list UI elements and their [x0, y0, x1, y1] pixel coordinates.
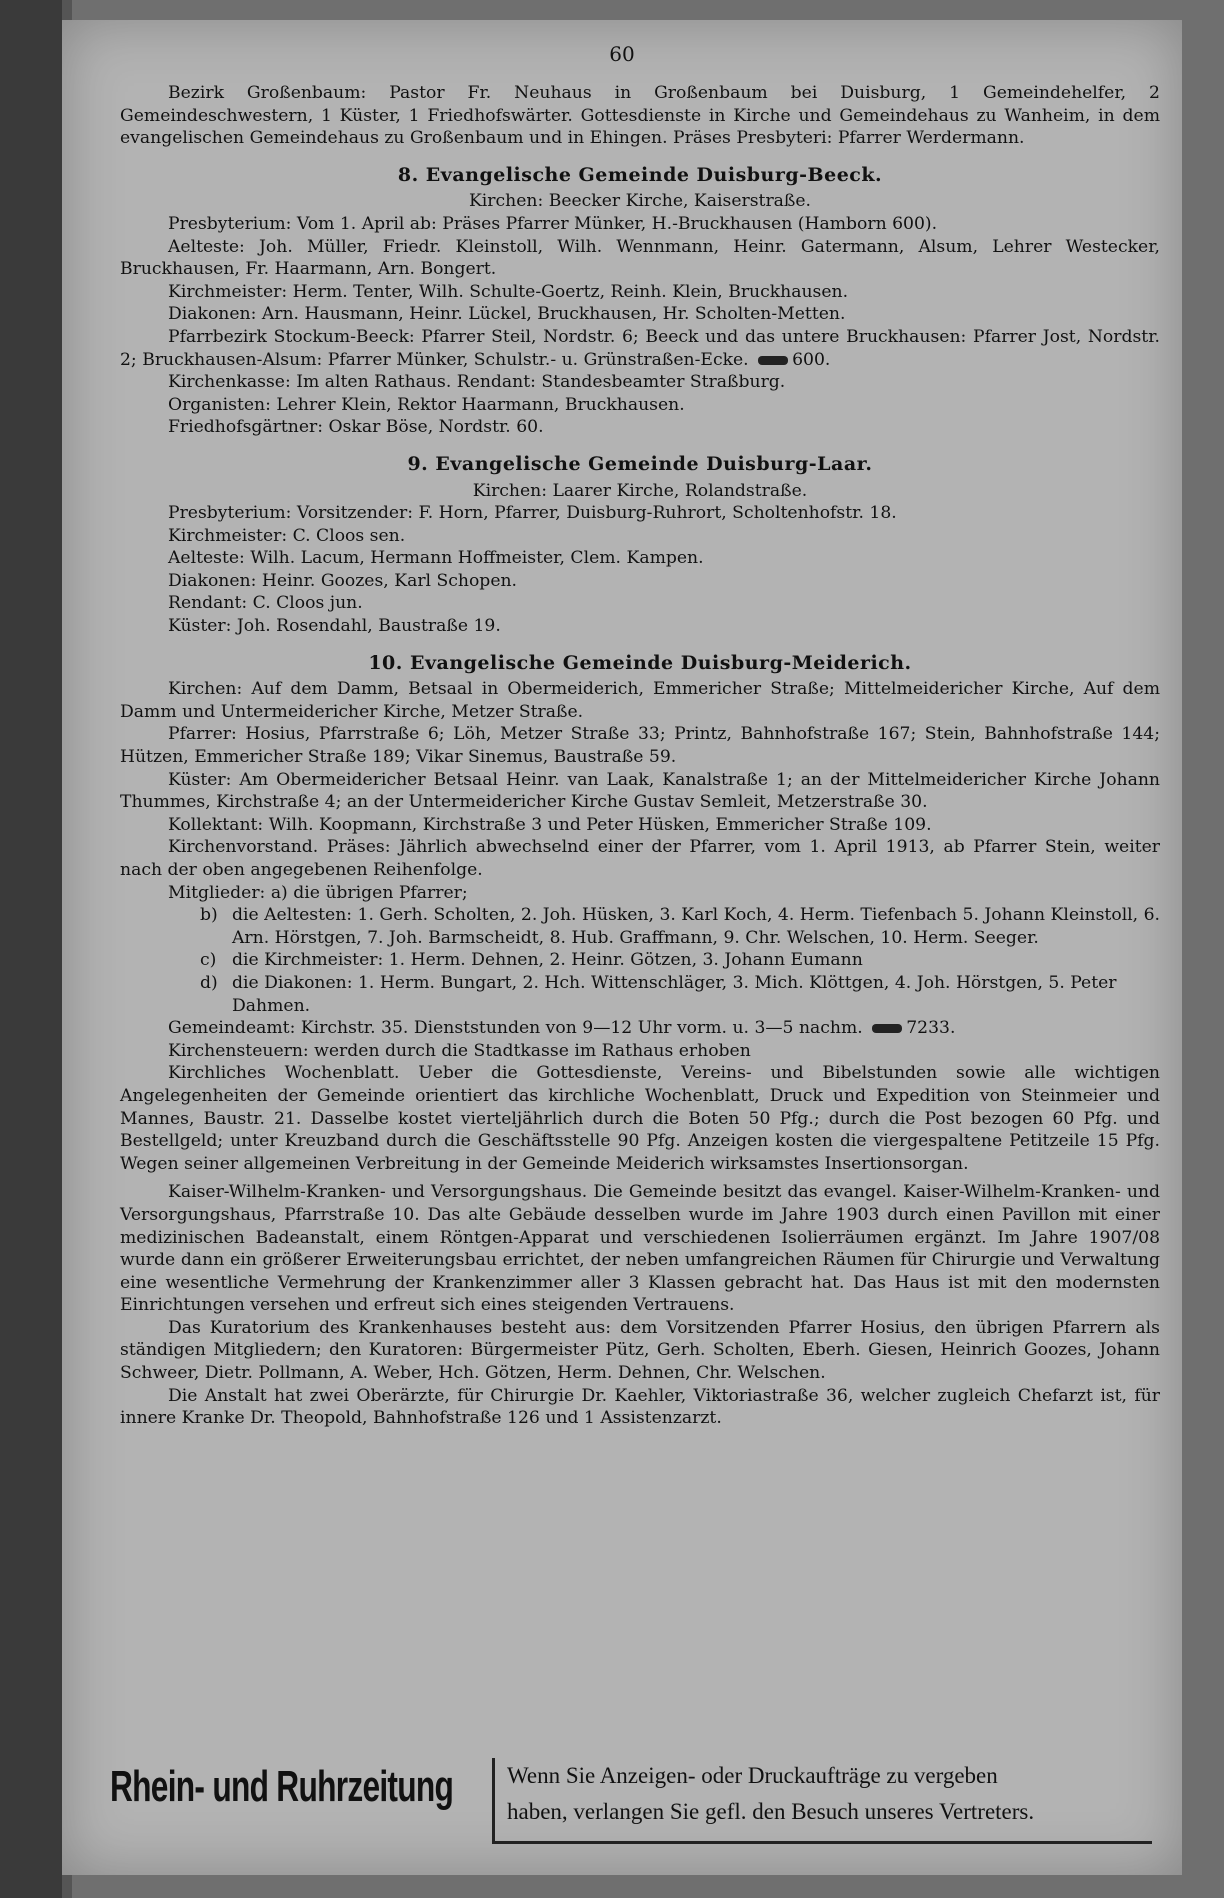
s10-anstalt: Die Anstalt hat zwei Oberärzte, für Chirurgie Dr. Kaehler, Viktoriastraße 36, welcher zugleich Chefarzt ist, für innere Kranke Dr. Theopold, Bahnhofstraße 126 und 1 Assistenzarzt.	[120, 1385, 1160, 1429]
s10-kollektant: Kollektant: Wilh. Koopmann, Kirchstraße 3 und Peter Hüsken, Emmericher Straße 109.	[168, 814, 932, 835]
s8-pfarrbezirk-phone: 600.	[792, 349, 831, 370]
s10-kuratorium: Das Kuratorium des Krankenhauses besteht aus: dem Vorsitzenden Pfarrer Hosius, den übrigen Pfarrern als ständigen Mitgliedern; den Kuratoren: Bürgermeister Pütz, Gerh. Scholten, Eberh. Giesen, Heinrich Goozes, Johann Schweer, Dietr. Pollmann, A. Weber, Hch. Götzen, Herm. Dehnen, Chr. Welschen.	[120, 1317, 1160, 1384]
list-c-label: c)	[200, 950, 217, 971]
s9-kirchen: Kirchen: Laarer Kirche, Rolandstraße.	[472, 480, 808, 501]
s10-pfarrer: Pfarrer: Hosius, Pfarrstraße 6; Löh, Metzer Straße 33; Printz, Bahnhofstraße 167; Stein, Bahnhofstraße 144; Hützen, Emmericher Straße 189; Vikar Sinemus, Baustraße 59.	[120, 724, 1160, 768]
section-8-heading: 8. Evangelische Gemeinde Duisburg-Beeck.	[397, 163, 883, 186]
s8-organisten: Organisten: Lehrer Klein, Rektor Haarmann, Bruckhausen.	[168, 394, 685, 415]
telephone-icon	[872, 1024, 902, 1033]
page-number: 60	[609, 42, 635, 66]
s8-pfarrbezirk	[120, 326, 1160, 371]
scan-edge-left	[0, 0, 62, 1898]
s10-kirchen: Kirchen: Auf dem Damm, Betsaal in Obermeiderich, Emmericher Straße; Mittelmeidericher Kirche, Auf dem Damm und Untermeidericher Kirche, Metzer Straße.	[120, 679, 1160, 722]
s10-steuern: Kirchensteuern: werden durch die Stadtkasse im Rathaus erhoben	[168, 1040, 751, 1061]
s8-pfarrbezirk-text: Pfarrbezirk Stockum-Beeck: Pfarrer Steil, Nordstr. 6; Beeck und das untere Bruckhausen: Pfarrer Jost, Nordstr. 2; Bruckhausen-Alsum: Pfarrer Münker, Schulstr.- u. Grünstraßen-Ecke.	[120, 326, 1160, 370]
s10-vorstand: Kirchenvorstand. Präses: Jährlich abwechselnd einer der Pfarrer, vom 1. April 1913, ab Pfarrer Stein, weiter nach der oben angegebenen Reihenfolge.	[120, 837, 1160, 880]
s10-list-c	[120, 949, 1160, 972]
list-b-text: die Aeltesten: 1. Gerh. Scholten, 2. Joh. Hüsken, 3. Karl Koch, 4. Herm. Tiefenbach 5. Johann Kleinstoll, 6. Arn. Hörstgen, 7. Joh. Barmscheidt, 8. Hub. Graffmann, 9. Chr. Welschen, 10. Herm. Seeger.	[232, 905, 1161, 948]
s10-krankenhaus: Kaiser-Wilhelm-Kranken- und Versorgungshaus. Die Gemeinde besitzt das evangel. Kaiser-Wilhelm-Kranken- und Versorgungshaus, Pfarrstraße 10. Das alte Gebäude desselben wurde im Jahre 1903 durch einen Pavillon mit einer medizinischen Badeanstalt, einem Röntgen-Apparat und verschiedenen Isolierräumen ergänzt. Im Jahre 1907/08 wurde dann ein größerer Erweiterungsbau errichtet, der neben umfangreichen Räumen für Chirurgie und Verwaltung eine wesentliche Vermehrung der Krankenzimmer aller 3 Klassen gebracht hat. Das Haus ist mit den modernsten Einrichtungen versehen und erfreut sich eines steigenden Vertrauens.	[120, 1182, 1160, 1316]
list-b-label: b)	[200, 905, 218, 926]
s10-list-b	[120, 904, 1160, 949]
list-c-text: die Kirchmeister: 1. Herm. Dehnen, 2. Heinr. Götzen, 3. Johann Eumann	[232, 950, 863, 971]
section-10-heading: 10. Evangelische Gemeinde Duisburg-Meiderich.	[368, 651, 912, 674]
page-content	[120, 82, 1160, 1430]
list-d-text: die Diakonen: 1. Herm. Bungart, 2. Hch. Wittenschläger, 3. Mich. Klöttgen, 4. Joh. Hörstgen, 5. Peter Dahmen.	[232, 972, 1117, 1016]
s8-friedhof: Friedhofsgärtner: Oskar Böse, Nordstr. 60.	[168, 417, 544, 438]
advertisement-box	[492, 1758, 1152, 1844]
document-page	[62, 20, 1182, 1875]
ad-line-1: Wenn Sie Anzeigen- oder Druckaufträge zu vergeben	[507, 1763, 998, 1788]
s9-diakonen: Diakonen: Heinr. Goozes, Karl Schopen.	[168, 570, 518, 591]
intro-paragraph: Bezirk Großenbaum: Pastor Fr. Neuhaus in Großenbaum bei Duisburg, 1 Gemeindehelfer, 2 Gemeindeschwestern, 1 Küster, 1 Friedhofswärter. Gottesdienste in Kirche und Gemeindehaus zu Wanheim, in dem evangelischen Gemeindehaus zu Großenbaum und in Ehingen. Präses Presbyteri: Pfarrer Werdermann.	[120, 83, 1160, 149]
ad-line-2: haben, verlangen Sie gefl. den Besuch unseres Vertreters.	[507, 1799, 1035, 1824]
s8-kirchen: Kirchen: Beecker Kirche, Kaiserstraße.	[468, 191, 812, 212]
s9-kirchmeister: Kirchmeister: C. Cloos sen.	[168, 525, 406, 546]
s9-presbyterium: Presbyterium: Vorsitzender: F. Horn, Pfarrer, Duisburg-Ruhrort, Scholtenhofstr. 18.	[168, 503, 897, 524]
s8-kirchmeister: Kirchmeister: Herm. Tenter, Wilh. Schulte-Goertz, Reinh. Klein, Bruckhausen.	[168, 281, 849, 302]
s9-aelteste: Aelteste: Wilh. Lacum, Hermann Hoffmeister, Clem. Kampen.	[168, 548, 704, 569]
list-d-label: d)	[200, 972, 218, 993]
s9-kuester: Küster: Joh. Rosendahl, Baustraße 19.	[168, 616, 501, 637]
newspaper-brand: Rhein- und Ruhrzeitung	[110, 1762, 454, 1811]
s10-gemeindeamt-phone: 7233.	[906, 1018, 956, 1039]
s10-kuester: Küster: Am Obermeidericher Betsaal Heinr. van Laak, Kanalstraße 1; an der Mittelmeidericher Kirche Johann Thummes, Kirchstraße 4; an der Untermeidericher Kirche Gustav Semleit, Metzerstraße 30.	[120, 769, 1160, 813]
s8-kirchenkasse: Kirchenkasse: Im alten Rathaus. Rendant: Standesbeamter Straßburg.	[168, 372, 786, 393]
telephone-icon	[758, 356, 788, 365]
advertisement-footer	[110, 1758, 1150, 1858]
s10-gemeindeamt-text: Gemeindeamt: Kirchstr. 35. Dienststunden von 9—12 Uhr vorm. u. 3—5 nachm.	[168, 1018, 863, 1039]
section-9-heading: 9. Evangelische Gemeinde Duisburg-Laar.	[407, 452, 873, 475]
s8-aelteste: Aelteste: Joh. Müller, Friedr. Kleinstoll, Wilh. Wennmann, Heinr. Gatermann, Alsum, Lehrer Westecker, Bruckhausen, Fr. Haarmann, Arn. Bongert.	[120, 236, 1160, 280]
s10-gemeindeamt	[120, 1017, 1160, 1040]
s10-list-d	[120, 972, 1160, 1017]
s9-rendant: Rendant: C. Cloos jun.	[168, 593, 363, 614]
s8-presbyterium: Presbyterium: Vom 1. April ab: Präses Pfarrer Münker, H.-Bruckhausen (Hamborn 600).	[168, 213, 938, 234]
s8-diakonen: Diakonen: Arn. Hausmann, Heinr. Lückel, Bruckhausen, Hr. Scholten-Metten.	[168, 304, 846, 325]
s10-mitglieder: Mitglieder: a) die übrigen Pfarrer;	[168, 882, 468, 903]
s10-wochenblatt: Kirchliches Wochenblatt. Ueber die Gottesdienste, Vereins- und Bibelstunden sowie alle wichtigen Angelegenheiten der Gemeinde orientiert das kirchliche Wochenblatt, Druck und Expedition von Steinmeier und Mannes, Baustr. 21. Dasselbe kostet vierteljährlich durch die Boten 50 Pfg.; durch die Post bezogen 60 Pfg. und Bestellgeld; unter Kreuzband durch die Geschäftsstelle 90 Pfg. Anzeigen kosten die viergespaltene Petitzeile 15 Pfg. Wegen seiner allgemeinen Verbreitung in der Gemeinde Meiderich wirksamstes Insertionsorgan.	[120, 1063, 1160, 1174]
